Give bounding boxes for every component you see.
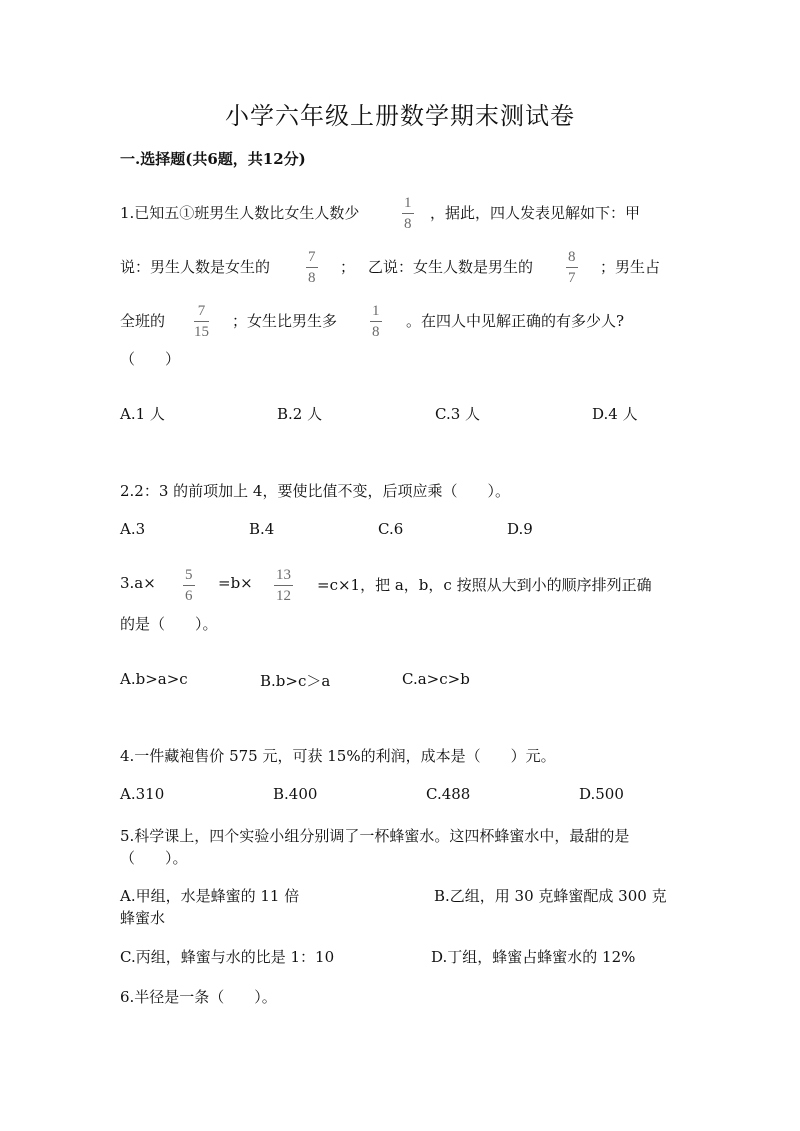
numerator: 8	[568, 249, 576, 265]
numerator: 5	[185, 567, 193, 583]
q5-option-d: D.丁组，蜂蜜占蜂蜜水的 12%	[431, 948, 636, 966]
q1-text-6: ；男生占	[600, 258, 661, 276]
denominator: 12	[276, 588, 291, 604]
q2-option-d: D.9	[507, 520, 533, 538]
q1-fraction-5	[370, 304, 382, 340]
q1-option-a: A.1 人	[120, 405, 165, 423]
q1-text-7: 全班的	[120, 312, 166, 330]
q2-option-a: A.3	[120, 520, 146, 538]
q4-option-d: D.500	[579, 785, 624, 803]
q1-fraction-2	[306, 250, 318, 286]
q3-text-3: =c×1，把 a，b，c 按照从大到小的顺序排列正确	[317, 576, 652, 594]
q1-text-9: 。在四人中见解正确的有多少人?	[406, 312, 625, 330]
page-title: 小学六年级上册数学期末测试卷	[225, 102, 575, 130]
q5-option-b-continued: 蜂蜜水	[120, 909, 166, 927]
q1-text-4: ；	[340, 258, 356, 276]
q3-fraction-2	[274, 568, 293, 604]
q3-option-b: B.b>c＞a	[260, 672, 331, 690]
numerator: 1	[372, 303, 380, 319]
q3-option-a: A.b>a>c	[120, 670, 188, 688]
q3-fraction-1	[183, 568, 195, 604]
numerator: 7	[197, 303, 206, 319]
q1-text-1: 1.已知五①班男生人数比女生人数少	[120, 204, 360, 222]
q1-answer-blank: （ ）	[120, 350, 181, 368]
q1-text-8: ；女生比男生多	[232, 312, 338, 330]
q5-option-b: B.乙组，用 30 克蜂蜜配成 300 克	[434, 887, 667, 905]
q2-option-c: C.6	[378, 520, 404, 538]
q1-fraction-3	[566, 250, 578, 286]
q2-text: 2.2：3 的前项加上 4，要使比值不变，后项应乘（ ）。	[120, 482, 510, 500]
denominator: 6	[185, 588, 193, 604]
numerator: 7	[308, 249, 316, 265]
q1-text-5: 乙说：女生人数是男生的	[368, 258, 534, 276]
q2-option-b: B.4	[249, 520, 275, 538]
denominator: 8	[308, 270, 316, 286]
q6-text: 6.半径是一条（ ）。	[120, 988, 277, 1006]
q1-fraction-4	[194, 304, 209, 340]
q1-option-b: B.2 人	[277, 405, 323, 423]
q4-text: 4.一件藏袍售价 575 元，可获 15%的利润，成本是（ ）元。	[120, 747, 556, 765]
q1-fraction-1	[402, 196, 414, 232]
q3-option-c: C.a>c>b	[402, 670, 470, 688]
denominator: 8	[404, 216, 412, 232]
q5-option-c: C.丙组，蜂蜜与水的比是 1：10	[120, 948, 335, 966]
q4-option-c: C.488	[426, 785, 471, 803]
q1-text-3: 说：男生人数是女生的	[120, 258, 271, 276]
numerator: 1	[404, 195, 412, 211]
denominator: 8	[372, 324, 380, 340]
q5-answer-blank: （ ）。	[120, 849, 188, 867]
denominator: 15	[194, 324, 209, 340]
q3-text-2: =b×	[218, 574, 253, 592]
numerator: 13	[276, 567, 291, 583]
denominator: 7	[568, 270, 576, 286]
q1-option-d: D.4 人	[592, 405, 638, 423]
q3-text-1: 3.a×	[120, 574, 156, 592]
q4-option-a: A.310	[120, 785, 165, 803]
q5-text: 5.科学课上，四个实验小组分别调了一杯蜂蜜水。这四杯蜂蜜水中，最甜的是	[120, 827, 630, 845]
q1-option-c: C.3 人	[435, 405, 481, 423]
q4-option-b: B.400	[273, 785, 318, 803]
q3-text-4: 的是（ ）。	[120, 615, 218, 633]
section-heading: 一.选择题(共6题，共12分)	[120, 150, 306, 168]
q5-option-a: A.甲组，水是蜂蜜的 11 倍	[120, 887, 300, 905]
q1-text-2: ，据此，四人发表见解如下：甲	[430, 204, 641, 222]
